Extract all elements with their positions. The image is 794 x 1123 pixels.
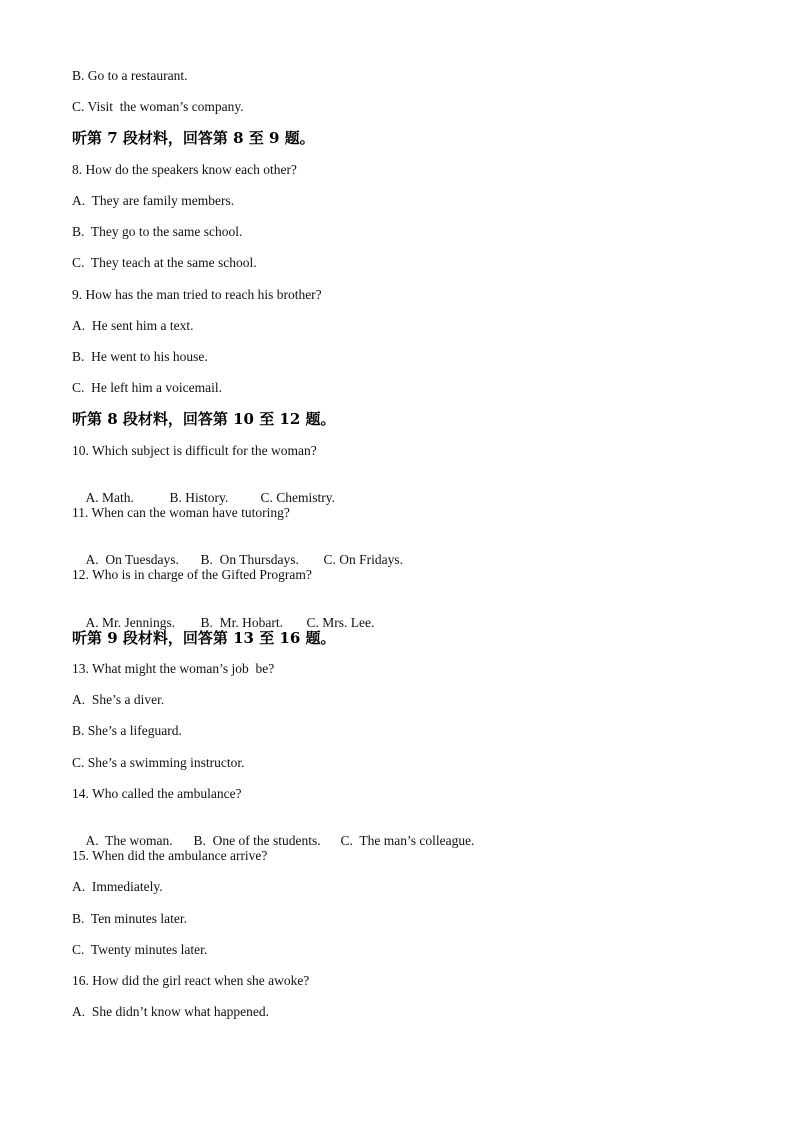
question-9-option-a: A. He sent him a text. xyxy=(72,318,194,333)
question-11: 11. When can the woman have tutoring? xyxy=(72,505,290,520)
question-12-option-a: A. Mr. Jennings. xyxy=(85,615,176,630)
question-15-option-c: C. Twenty minutes later. xyxy=(72,942,208,957)
question-13: 13. What might the woman’s job be? xyxy=(72,661,275,676)
question-9: 9. How has the man tried to reach his brother? xyxy=(72,287,322,302)
question-12: 12. Who is in charge of the Gifted Program? xyxy=(72,567,312,582)
question-8-option-c: C. They teach at the same school. xyxy=(72,255,257,270)
question-10-option-a: A. Math. xyxy=(85,490,134,505)
question-13-option-a: A. She’s a diver. xyxy=(72,692,165,707)
section-heading-7: 听第 7 段材料，回答第 8 至 9 题。 xyxy=(72,129,315,147)
question-14-option-c: C. The man’s colleague. xyxy=(340,833,475,848)
question-15-option-a: A. Immediately. xyxy=(72,879,163,894)
question-9-option-c: C. He left him a voicemail. xyxy=(72,380,222,395)
question-12-option-b: B. Mr. Hobart. xyxy=(200,615,283,630)
question-12-option-c: C. Mrs. Lee. xyxy=(306,615,375,630)
question-8-option-b: B. They go to the same school. xyxy=(72,224,243,239)
question-15-option-b: B. Ten minutes later. xyxy=(72,911,188,926)
question-13-option-c: C. She’s a swimming instructor. xyxy=(72,755,245,770)
option-b-restaurant: B. Go to a restaurant. xyxy=(72,68,188,83)
question-10-option-c: C. Chemistry. xyxy=(260,490,336,505)
question-13-option-b: B. She’s a lifeguard. xyxy=(72,723,182,738)
question-11-option-c: C. On Fridays. xyxy=(323,552,404,567)
question-11-option-a: A. On Tuesdays. xyxy=(85,552,179,567)
question-10-option-b: B. History. xyxy=(169,490,229,505)
question-14-option-b: B. One of the students. xyxy=(193,833,321,848)
question-14-option-a: A. The woman. xyxy=(85,833,173,848)
question-11-option-b: B. On Thursdays. xyxy=(200,552,299,567)
question-15: 15. When did the ambulance arrive? xyxy=(72,848,268,863)
question-16: 16. How did the girl react when she awoke? xyxy=(72,973,310,988)
option-c-visit-company: C. Visit the woman’s company. xyxy=(72,99,244,114)
section-heading-9: 听第 9 段材料，回答第 13 至 16 题。 xyxy=(72,629,336,647)
question-16-option-a: A. She didn’t know what happened. xyxy=(72,1004,269,1019)
question-10: 10. Which subject is difficult for the woman? xyxy=(72,443,317,458)
question-9-option-b: B. He went to his house. xyxy=(72,349,208,364)
question-8-option-a: A. They are family members. xyxy=(72,193,235,208)
question-14: 14. Who called the ambulance? xyxy=(72,786,242,801)
question-8: 8. How do the speakers know each other? xyxy=(72,162,297,177)
section-heading-8: 听第 8 段材料，回答第 10 至 12 题。 xyxy=(72,410,336,428)
